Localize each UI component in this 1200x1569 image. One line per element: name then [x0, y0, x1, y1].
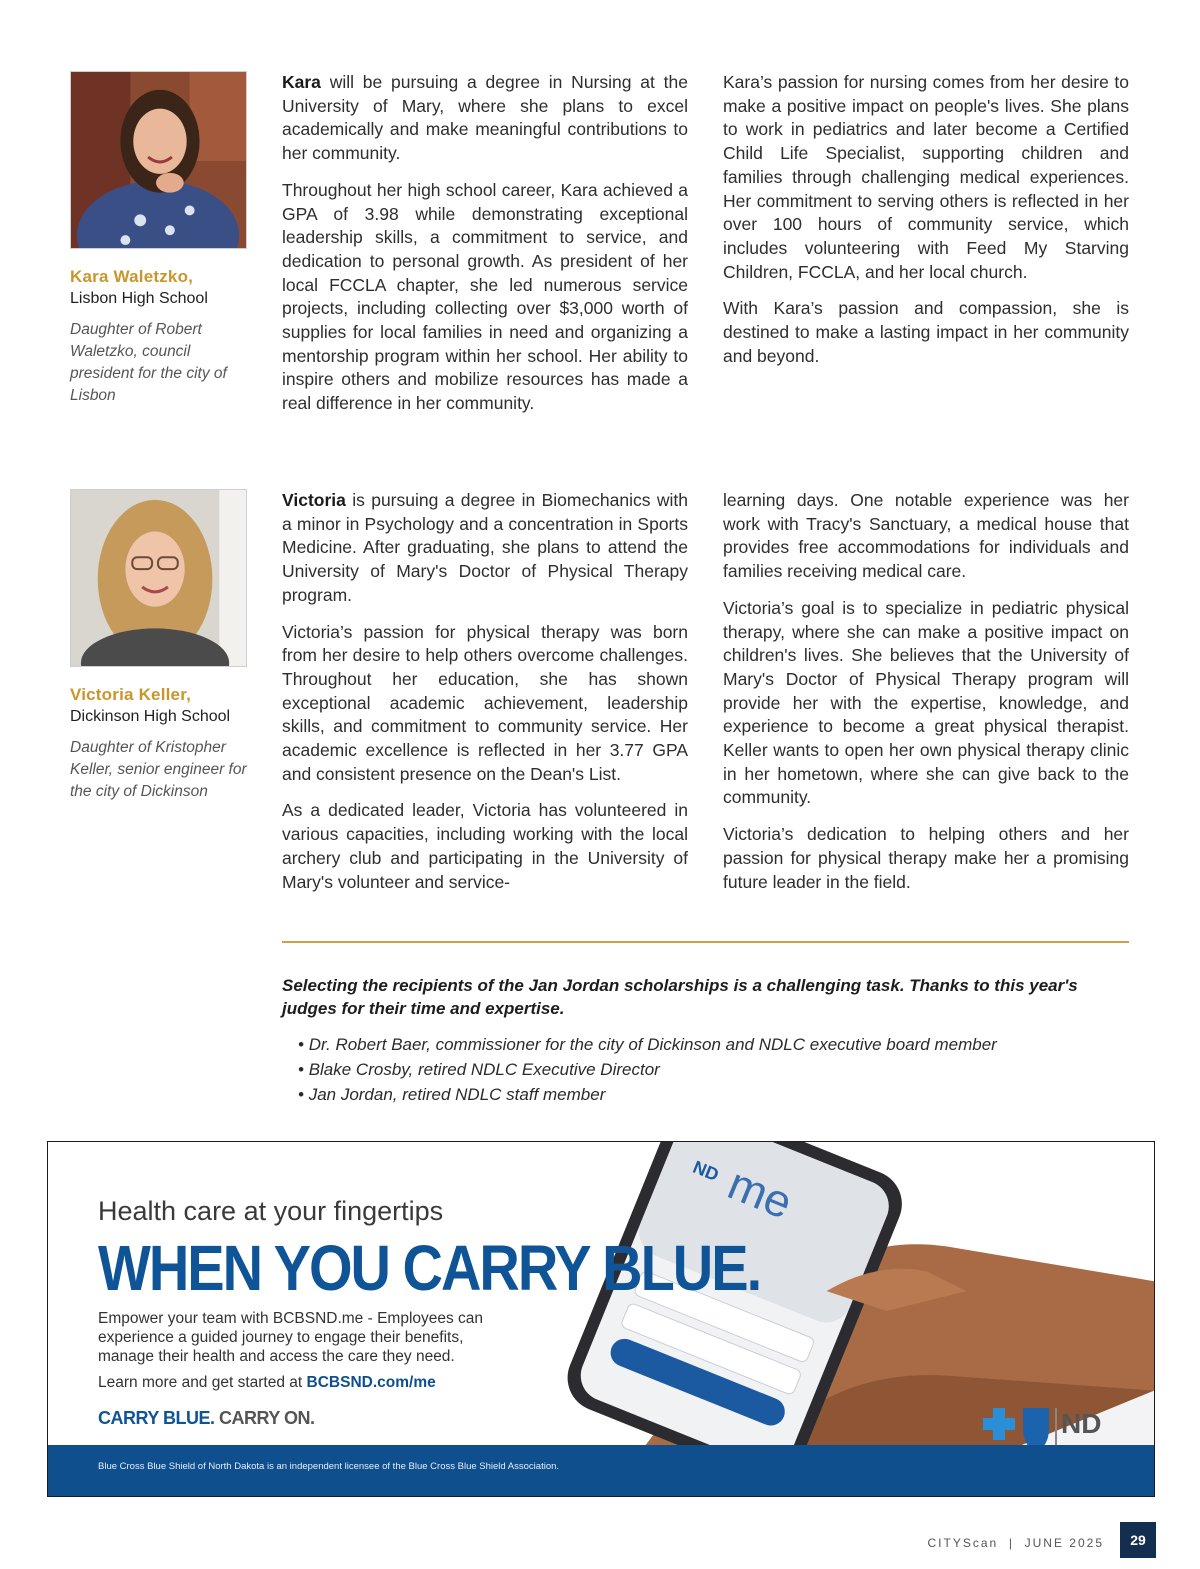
logo-nd-text: ND [1061, 1408, 1102, 1439]
kara-caption: Daughter of Robert Waletzko, council president for the city of Lisbon [70, 321, 227, 404]
victoria-paragraph-1 [282, 489, 688, 608]
victoria-name: Victoria Keller, [70, 685, 192, 704]
judge-item: • Dr. Robert Baer, commissioner for the city of Dickinson and NDLC executive board member [298, 1032, 1158, 1057]
victoria-paragraph-6: Victoria’s dedication to helping others and her passion for physical therapy make her a promising future leader in the field. [723, 824, 1129, 892]
ad-footer-bar [48, 1445, 1154, 1497]
ad-learn-prefix: Learn more and get started at [98, 1374, 307, 1391]
victoria-keller-photo [70, 489, 247, 667]
kara-name: Kara Waletzko, [70, 267, 194, 286]
judges-thanks: Selecting the recipients of the Jan Jordan scholarships is a challenging task. Thanks to this year's judges for their time and expertise. [282, 976, 1078, 1018]
victoria-paragraph-1-text: is pursuing a degree in Biomechanics with a minor in Psychology and a concentration in Sports Medicine. After graduating, she plans to attend the University of Mary's Doctor of Physical Therapy program. [282, 490, 688, 605]
judge-item: • Jan Jordan, retired NDLC staff member [298, 1082, 1158, 1107]
ad-headline: Health care at your fingertips [98, 1196, 444, 1226]
ad-slogan [98, 1408, 315, 1429]
victoria-school: Dickinson High School [70, 708, 231, 725]
victoria-paragraph-5: Victoria’s goal is to specialize in pediatric physical therapy, where she can make a positive impact on children's lives. She believes that the University of Mary's Doctor of Physical Therapy program will provide her with the expertise, knowledge, and experience to become a great physical therapist. Keller wants to open her own physical therapy clinic in her hometown, where she can give back to the community. [723, 597, 1129, 808]
phone-brand-text: ND [690, 1156, 722, 1186]
phone-app-text: me [721, 1157, 800, 1229]
kara-column-1 [282, 71, 688, 429]
victoria-paragraph-4: learning days. One notable experience was her work with Tracy's Sanctuary, a medical house that provides free accommodations for individuals and families receiving medical care. [723, 490, 1129, 582]
ad-footer-disclaimer: Blue Cross Blue Shield of North Dakota is an independent licensee of the Blue Cross Blue Shield Association. [98, 1461, 560, 1472]
section-divider [282, 941, 1129, 943]
victoria-column-1 [282, 489, 688, 907]
kara-waletzko-photo [70, 71, 247, 249]
ad-learn-link[interactable]: BCBSND.com/me [306, 1374, 436, 1391]
victoria-paragraph-3: As a dedicated leader, Victoria has volunteered in various capacities, including working with the local archery club and participating in the University of Mary's volunteer and service- [282, 800, 688, 892]
kara-paragraph-3: Kara’s passion for nursing comes from her desire to make a positive impact on people's lives. She plans to work in pediatrics and later become a Certified Child Life Specialist, supporting children and families through challenging medical experiences. Her commitment to serving others is reflected in her over 100 hours of community service, which includes volunteering with Feed My Starving Children, FCCLA, and her local church. [723, 72, 1129, 282]
bcbsnd-advertisement [47, 1141, 1155, 1497]
kara-paragraph-2: Throughout her high school career, Kara achieved a GPA of 3.98 while demonstrating exceptional leadership skills, a commitment to service, and dedication to personal growth. As president of her local FCCLA chapter, she led numerous service projects, including collecting over $3,000 worth of supplies for local families in need and organizing a mentorship program within her school. Her ability to inspire others and mobilize resources has made a real difference in her community. [282, 179, 688, 414]
victoria-caption: Daughter of Kristopher Keller, senior engineer for the city of Dickinson [70, 739, 247, 800]
ad-tagline: WHEN YOU CARRY BLUE. [98, 1231, 761, 1304]
ad-learn-more [98, 1374, 436, 1392]
kara-column-2 [723, 71, 1129, 381]
kara-paragraph-1 [282, 71, 688, 166]
ad-slogan-carry-on: CARRY ON. [214, 1408, 315, 1428]
judges-list [298, 1032, 1158, 1107]
publication-footer: CITYScan | JUNE 2025 [927, 1536, 1104, 1550]
kara-paragraph-4: With Kara’s passion and compassion, she is destined to make a lasting impact in her community and beyond. [723, 298, 1129, 366]
kara-school: Lisbon High School [70, 290, 208, 307]
kara-paragraph-1-text: will be pursuing a degree in Nursing at the University of Mary, where she plans to excel academically and make meaningful contributions to her community. [282, 72, 688, 164]
victoria-paragraph-2: Victoria’s passion for physical therapy was born from her desire to help others overcome challenges. Throughout her education, she has shown exceptional academic achievement, leadership skills, and commitment to community service. Her academic excellence is reflected in her 3.77 GPA and consistent presence on the Dean's List. [282, 621, 688, 784]
victoria-lead-name: Victoria [282, 490, 346, 510]
ad-body-text: Empower your team with BCBSND.me - Employees can experience a guided journey to engage their benefits, manage their health and access the care they need. [98, 1310, 484, 1365]
kara-lead-name: Kara [282, 72, 321, 92]
ad-slogan-carry-blue: CARRY BLUE. [98, 1408, 215, 1428]
judge-item: • Blake Crosby, retired NDLC Executive Director [298, 1057, 1158, 1082]
page-number: 29 [1120, 1522, 1156, 1558]
victoria-column-2 [723, 489, 1129, 907]
